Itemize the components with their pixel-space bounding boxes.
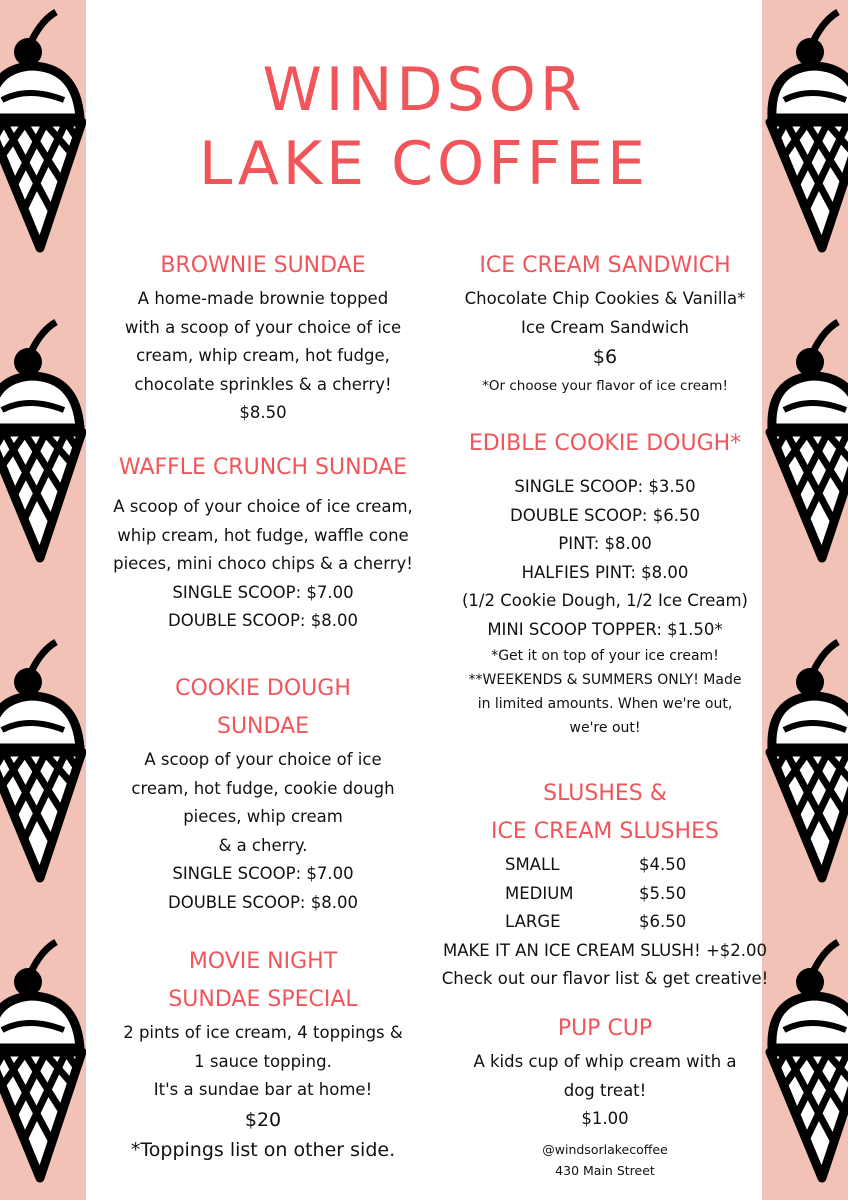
- price: $8.50: [239, 403, 287, 422]
- slush-price-table: [505, 851, 705, 937]
- footnote: *Get it on top of your ice cream!: [491, 648, 719, 664]
- section-heading: COOKIE DOUGH: [175, 676, 351, 701]
- price: $20: [244, 1108, 282, 1131]
- description-line: A kids cup of whip cream with a: [473, 1052, 737, 1071]
- price-line: MINI SCOOP TOPPER: $1.50*: [487, 619, 723, 639]
- description-line: & a cherry.: [218, 835, 308, 855]
- description-line: cream, whip cream, hot fudge,: [136, 346, 390, 365]
- edible-cookie-dough-section: [440, 425, 770, 740]
- section-heading: BROWNIE SUNDAE: [160, 253, 366, 278]
- size-cell: SMALL: [505, 855, 560, 874]
- description-line: pieces, whip cream: [183, 807, 343, 826]
- price-cell: $4.50: [639, 855, 687, 874]
- section-heading: ICE CREAM SLUSHES: [491, 819, 719, 844]
- ice-cream-cone-icon: [762, 0, 848, 260]
- description-line: A scoop of your choice of ice: [144, 750, 382, 769]
- description-line: Check out our flavor list & get creative!: [441, 969, 769, 988]
- price-line: HALFIES PINT: $8.00: [521, 562, 689, 582]
- ice-cream-sandwich-section: [440, 247, 770, 400]
- price-line: DOUBLE SCOOP: $8.00: [168, 892, 358, 912]
- table-row: [505, 880, 705, 909]
- footnote: *Toppings list on other side.: [130, 1138, 396, 1161]
- description-line: A home-made brownie topped: [137, 289, 389, 308]
- ice-cream-cone-icon: [0, 930, 86, 1190]
- footer: [440, 1139, 770, 1181]
- price-line: PINT: $8.00: [558, 534, 652, 553]
- section-heading: EDIBLE COOKIE DOUGH*: [468, 431, 742, 456]
- waffle-crunch-section: [100, 449, 426, 636]
- description-line: whip cream, hot fudge, waffle cone: [117, 525, 409, 545]
- description-line: dog treat!: [563, 1080, 647, 1100]
- description-line: 1 sauce topping.: [194, 1051, 332, 1071]
- description-line: A scoop of your choice of ice cream,: [113, 497, 413, 516]
- footnote: *Or choose your flavor of ice cream!: [482, 378, 728, 394]
- ice-cream-cone-icon: [0, 630, 86, 890]
- brownie-sundae-section: [100, 247, 426, 428]
- slushes-section: [440, 775, 770, 994]
- footnote: **WEEKENDS & SUMMERS ONLY! Made: [468, 672, 742, 688]
- description-line: (1/2 Cookie Dough, 1/2 Ice Cream): [461, 591, 748, 610]
- cookie-dough-sundae-section: [100, 670, 426, 917]
- price: $1.00: [581, 1109, 629, 1128]
- ice-cream-cone-icon: [0, 0, 86, 260]
- price-line: SINGLE SCOOP: $7.00: [172, 864, 354, 883]
- menu-title-line1: WINDSOR: [262, 55, 586, 125]
- section-heading: PUP CUP: [557, 1016, 653, 1041]
- description-line: MAKE IT AN ICE CREAM SLUSH! +$2.00: [442, 940, 768, 960]
- section-heading: SUNDAE SPECIAL: [168, 987, 358, 1012]
- size-cell: LARGE: [505, 912, 561, 931]
- description-line: pieces, mini choco chips & a cherry!: [113, 554, 413, 573]
- section-heading: ICE CREAM SANDWICH: [479, 253, 731, 278]
- ice-cream-cone-icon: [0, 310, 86, 570]
- description-line: cream, hot fudge, cookie dough: [131, 778, 395, 798]
- ice-cream-cone-icon: [762, 310, 848, 570]
- price-line: DOUBLE SCOOP: $6.50: [510, 505, 700, 525]
- description-line: It's a sundae bar at home!: [153, 1080, 373, 1099]
- section-heading: SUNDAE: [216, 714, 310, 739]
- pup-cup-section: [440, 1010, 770, 1134]
- footnote: in limited amounts. When we're out,: [477, 696, 733, 712]
- section-heading: WAFFLE CRUNCH SUNDAE: [118, 455, 408, 480]
- table-row: [505, 908, 705, 937]
- address: 430 Main Street: [555, 1163, 655, 1178]
- price-cell: $5.50: [639, 883, 687, 903]
- price-cell: $6.50: [639, 912, 687, 931]
- ice-cream-cone-icon: [762, 930, 848, 1190]
- ice-cream-cone-icon: [762, 630, 848, 890]
- menu-title-line2: LAKE COFFEE: [198, 129, 650, 199]
- price-line: DOUBLE SCOOP: $8.00: [168, 611, 358, 630]
- price-line: SINGLE SCOOP: $3.50: [514, 477, 696, 496]
- footnote: we're out!: [569, 720, 641, 736]
- description-line: chocolate sprinkles & a cherry!: [134, 374, 392, 394]
- description-line: Chocolate Chip Cookies & Vanilla*: [464, 289, 746, 308]
- description-line: 2 pints of ice cream, 4 toppings &: [123, 1023, 403, 1042]
- description-line: with a scoop of your choice of ice: [124, 317, 402, 337]
- price-line: SINGLE SCOOP: $7.00: [172, 582, 354, 602]
- social-handle: @windsorlakecoffee: [542, 1142, 668, 1157]
- size-cell: MEDIUM: [505, 883, 574, 903]
- movie-night-section: [100, 943, 426, 1165]
- table-row: [505, 851, 705, 880]
- price: $6: [592, 346, 618, 368]
- description-line: Ice Cream Sandwich: [521, 317, 689, 337]
- section-heading: MOVIE NIGHT: [188, 949, 338, 974]
- section-heading: SLUSHES &: [543, 781, 667, 806]
